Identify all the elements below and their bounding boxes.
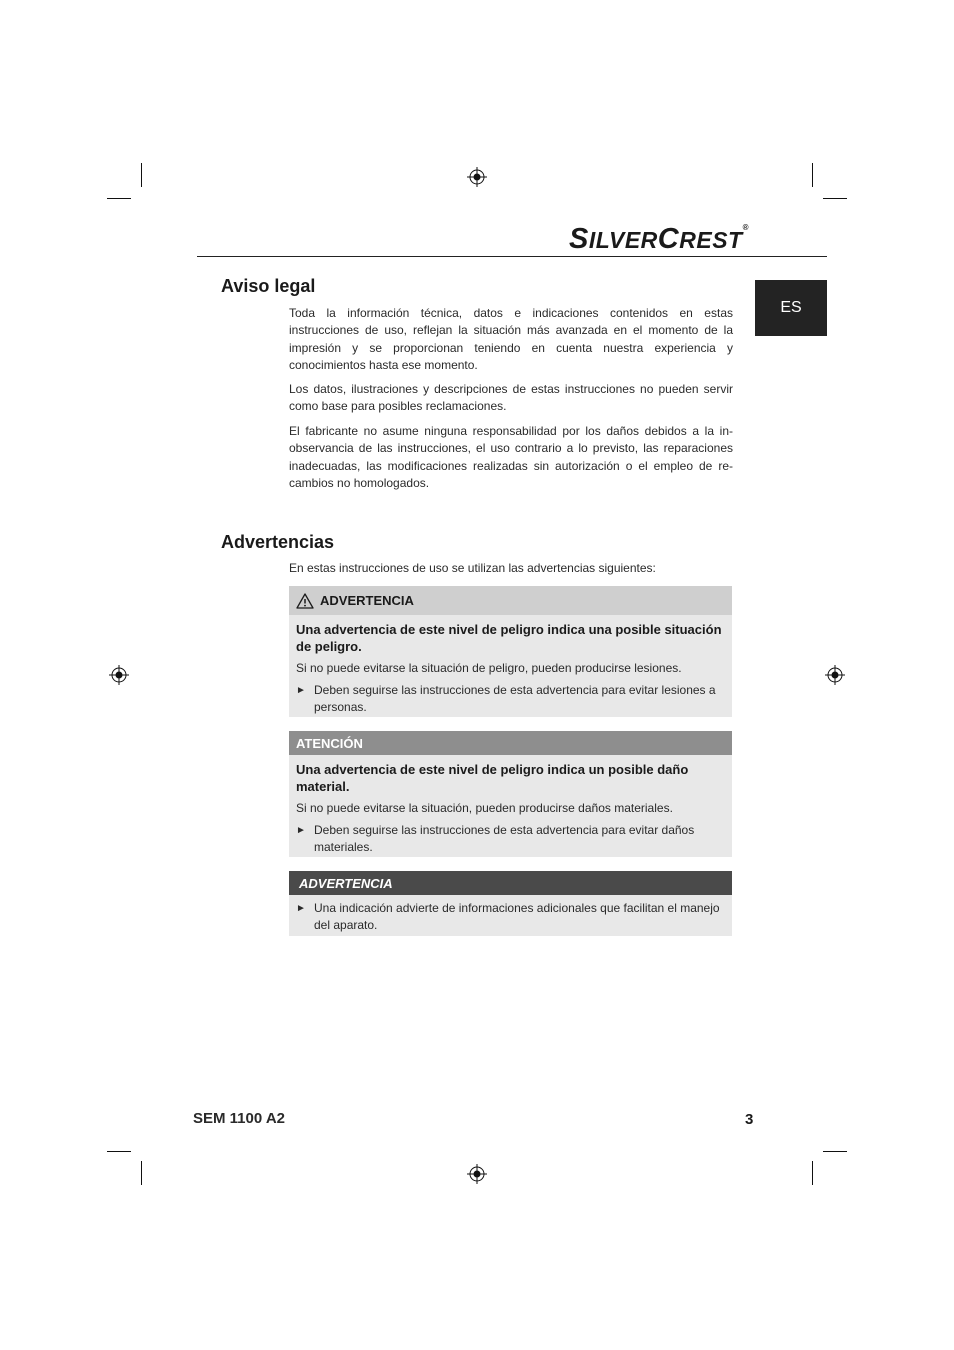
warning-box-body — [289, 615, 732, 720]
note-box-label: ADVERTENCIA — [299, 875, 393, 891]
crop-mark — [107, 198, 131, 199]
crop-mark — [141, 1161, 142, 1185]
language-tab-label: ES — [780, 299, 802, 316]
registration-mark-icon — [467, 167, 487, 187]
attention-box-header — [289, 731, 732, 755]
list-item-text: Deben seguirse las instrucciones de esta advertencia para evitar daños materiales. — [314, 823, 695, 854]
arrow-right-icon: ► — [296, 685, 306, 696]
list-item — [296, 682, 725, 716]
paragraph: Los datos, ilustraciones y descripciones de estas instrucciones no pueden servir como base para posibles reclamaciones. — [289, 382, 733, 414]
warning-box-header — [289, 586, 732, 615]
note-box — [289, 871, 732, 936]
attention-box-text: Si no puede evitarse la situación, pueden producirse daños materiales. — [296, 801, 673, 815]
header-rule — [197, 256, 827, 257]
crop-mark — [141, 163, 142, 187]
brand-logo — [569, 223, 749, 256]
warning-box-strong: Una advertencia de este nivel de peligro indica una posible situación de peligro. — [296, 622, 722, 654]
crop-mark — [812, 1161, 813, 1185]
registration-mark-icon — [109, 665, 129, 685]
language-tab — [755, 280, 827, 336]
crop-mark — [107, 1151, 131, 1152]
paragraph: Toda la información técnica, datos e indicaciones contenidos en estas instrucciones de uso, reflejan la situación más avanzada en el momento de la impresión y se proporcionan teniendo en cuenta nuestra experiencia y conocimientos hasta ese momento. — [289, 306, 733, 373]
arrow-right-icon: ► — [296, 903, 306, 914]
footer-model: SEM 1100 A2 — [193, 1110, 285, 1127]
registration-mark-icon — [825, 665, 845, 685]
arrow-right-icon: ► — [296, 825, 306, 836]
brand-text: ILVER — [588, 227, 658, 253]
note-box-header — [289, 871, 732, 895]
registration-mark-icon — [467, 1164, 487, 1184]
crop-mark — [812, 163, 813, 187]
note-box-body — [289, 895, 732, 938]
brand-letter: C — [657, 223, 680, 255]
page-number: 3 — [745, 1111, 754, 1128]
list-item-text: Deben seguirse las instrucciones de esta advertencia para evitar lesiones a personas. — [314, 683, 716, 714]
paragraph: El fabricante no asume ninguna responsabilidad por los daños debidos a la inobservancia de las instrucciones, el uso contrario a lo previsto, las reparaciones inadecuadas, las modificaciones realizadas sin autorización o el empleo de recambios no homologados. — [289, 424, 733, 491]
attention-box-body — [289, 755, 732, 860]
attention-box-label: ATENCIÓN — [296, 735, 363, 751]
attention-box — [289, 731, 732, 857]
brand-text: REST — [679, 227, 743, 253]
section-title-advertencias: Advertencias — [221, 532, 335, 552]
section-title-aviso-legal: Aviso legal — [221, 276, 316, 296]
crop-mark — [823, 1151, 847, 1152]
registered-mark: ® — [742, 223, 749, 232]
list-item — [296, 900, 725, 934]
warning-box-text: Si no puede evitarse la situación de peligro, pueden producirse lesiones. — [296, 661, 682, 675]
attention-box-strong: Una advertencia de este nivel de peligro indica un posible daño material. — [296, 762, 689, 794]
crop-mark — [823, 198, 847, 199]
paragraph-intro: En estas instrucciones de uso se utilizan las advertencias siguientes: — [289, 561, 656, 575]
warning-triangle-icon — [296, 593, 314, 609]
list-item — [296, 822, 725, 856]
warning-box — [289, 586, 732, 717]
list-item-text: Una indicación advierte de informaciones adicionales que facilitan el manejo del aparato. — [314, 901, 720, 932]
warning-box-label: ADVERTENCIA — [320, 593, 414, 608]
brand-letter: S — [568, 223, 589, 255]
